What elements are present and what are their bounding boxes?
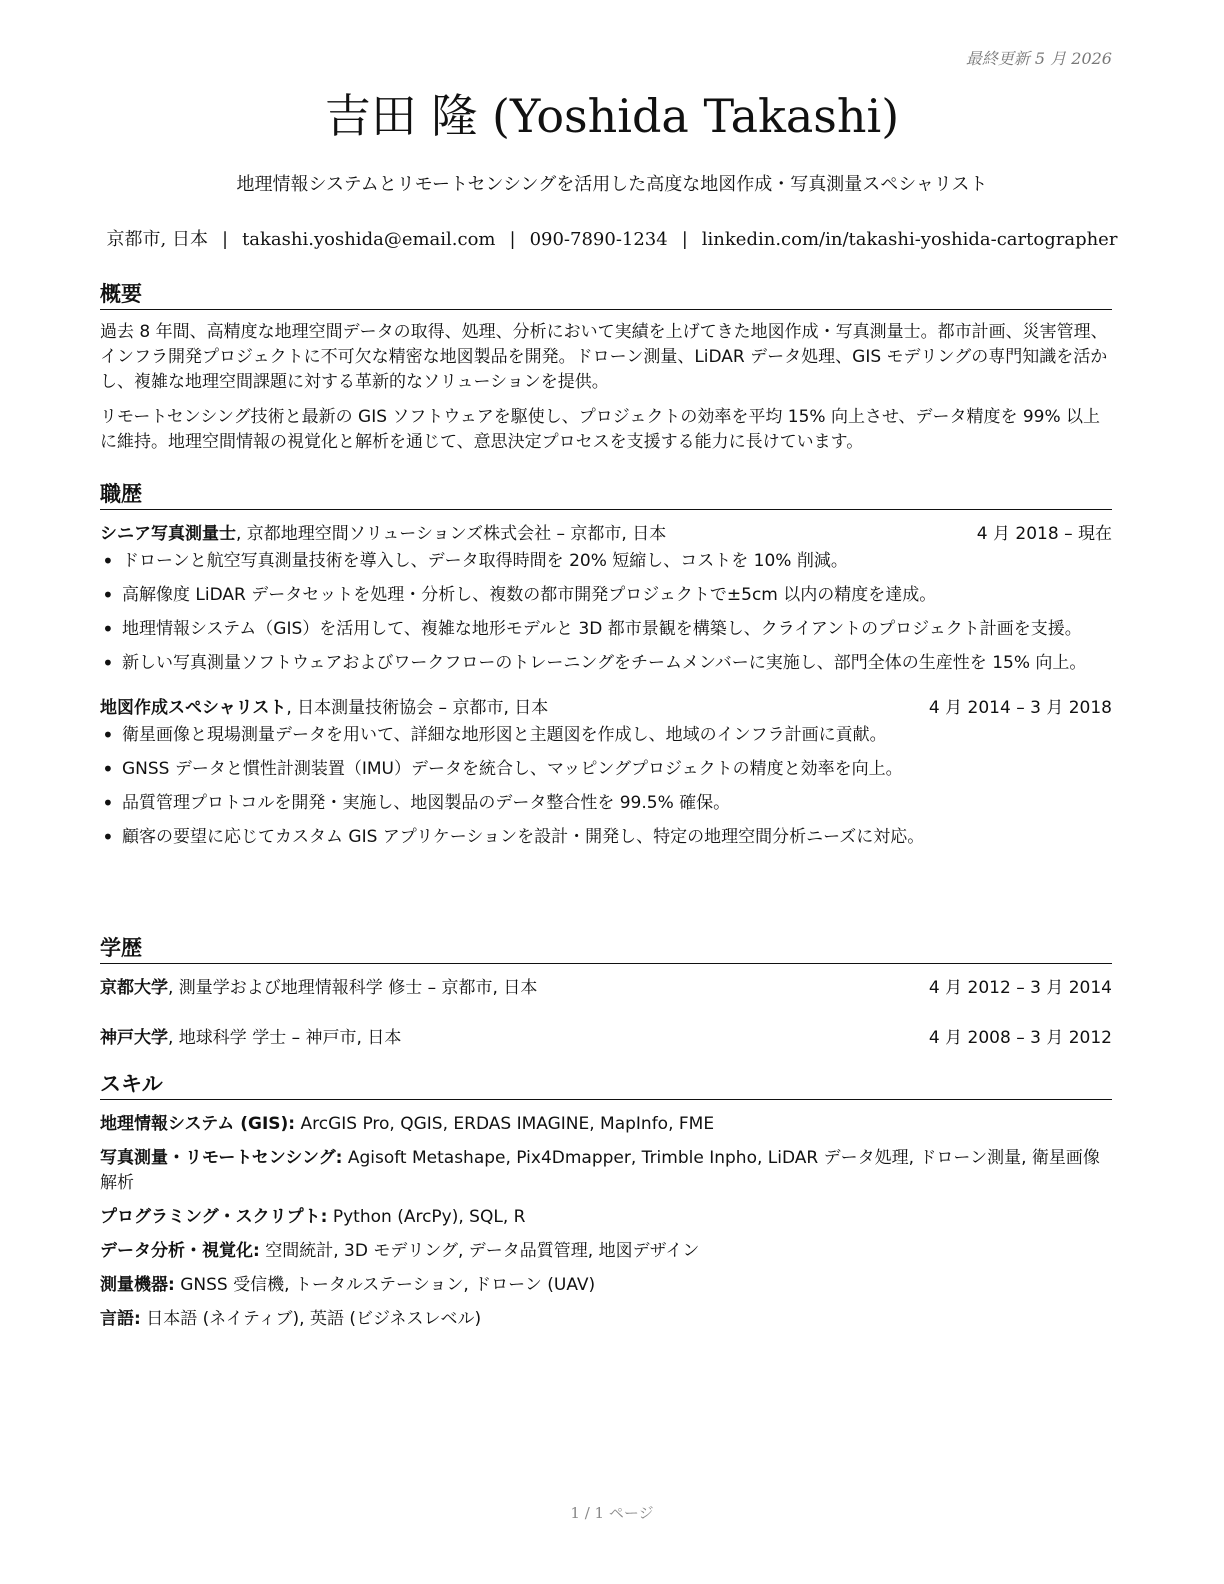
summary-paragraph: リモートセンシング技術と最新の GIS ソフトウェアを駆使し、プロジェクトの効率を平均 15% 向上させ、データ精度を 99% 以上に維持。地理空間情報の視覚化と解析を通じて、意思決定プロセスを支援する能力に長けています。 [100,407,1101,452]
skill-label: 言語: [100,1309,141,1329]
job-bullets [100,723,1112,850]
skill-row [100,1146,1112,1196]
job-bullets [100,549,1112,676]
skill-value: Python (ArcPy), SQL, R [327,1207,526,1227]
job-header [100,696,1112,721]
job-entry [100,696,1112,850]
job-org: , 京都地理空間ソリューションズ株式会社 – 京都市, 日本 [236,524,667,544]
contact-linkedin[interactable]: linkedin.com/in/takashi-yoshida-cartographer [701,229,1118,250]
section-title: 職歴 [100,478,1112,510]
skill-row [100,1239,1112,1264]
section-title: 学歴 [100,932,1112,964]
job-org: , 日本測量技術協会 – 京都市, 日本 [286,698,549,718]
degree-detail: , 測量学および地理情報科学 修士 – 京都市, 日本 [168,978,538,998]
education-entry [100,976,1112,1001]
skill-value: ArcGIS Pro, QGIS, ERDAS IMAGINE, MapInfo, FME [295,1114,715,1134]
skill-label: 写真測量・リモートセンシング: [100,1148,343,1168]
summary-paragraph: 過去 8 年間、高精度な地理空間データの取得、処理、分析において実績を上げてきた地図作成・写真測量士。都市計画、災害管理、インフラ開発プロジェクトに不可欠な精密な地図製品を開発。ドローン測量、LiDAR データ処理、GIS モデリングの専門知識を活かし、複雑な地理空間課題に対する革新的なソリューションを提供。 [100,322,1108,392]
summary-section [100,278,1112,455]
contact-location: 京都市, 日本 [106,229,208,250]
contact-separator: | [681,229,688,250]
job-dates: 4 月 2018 – 現在 [976,524,1112,544]
school-name: 京都大学 [100,978,168,998]
skills-section [100,1068,1112,1332]
skill-label: 測量機器: [100,1275,175,1295]
degree-detail: , 地球科学 学士 – 神戸市, 日本 [168,1028,402,1048]
skill-value: Agisoft Metashape, Pix4Dmapper, Trimble Inpho, LiDAR データ処理, ドローン測量, 衛星画像解析 [100,1148,1100,1193]
contact-separator: | [221,229,229,250]
skill-value: 日本語 (ネイティブ), 英語 (ビジネスレベル) [140,1309,482,1329]
bullet-item: • 地理情報システム（GIS）を活用して、複雑な地形モデルと 3D 都市景観を構築し、クライアントのプロジェクト計画を支援。 [100,617,1112,642]
skill-label: データ分析・視覚化: [100,1241,260,1261]
section-title: 概要 [100,278,1112,310]
bullet-item: • GNSS データと慣性計測装置（IMU）データを統合し、マッピングプロジェクトの精度と効率を向上。 [100,757,1112,782]
education-section [100,932,1112,1051]
contact-phone[interactable]: 090-7890-1234 [529,229,668,250]
education-dates: 4 月 2008 – 3 月 2012 [928,1028,1112,1048]
contact-line [0,225,1224,251]
bullet-item: • 新しい写真測量ソフトウェアおよびワークフローのトレーニングをチームメンバーに実施し、部門全体の生産性を 15% 向上。 [100,651,1112,676]
job-role: シニア写真測量士 [100,524,236,544]
page-number: 1 / 1 ページ [570,1504,654,1522]
job-entry [100,522,1112,676]
job-dates: 4 月 2014 – 3 月 2018 [928,698,1112,718]
skill-row [100,1273,1112,1298]
contact-separator: | [509,229,516,250]
bullet-item: • 衛星画像と現場測量データを用いて、詳細な地形図と主題図を作成し、地域のインフラ計画に貢献。 [100,723,1112,748]
job-header [100,522,1112,547]
job-role: 地図作成スペシャリスト [100,698,287,718]
section-title: スキル [100,1068,1112,1100]
skill-value: 空間統計, 3D モデリング, データ品質管理, 地図デザイン [259,1241,700,1261]
education-dates: 4 月 2012 – 3 月 2014 [928,978,1112,998]
headline: 地理情報システムとリモートセンシングを活用した高度な地図作成・写真測量スペシャリスト [236,174,988,195]
bullet-item: • 顧客の要望に応じてカスタム GIS アプリケーションを設計・開発し、特定の地理空間分析ニーズに対応。 [100,825,1112,850]
skill-row [100,1205,1112,1230]
skill-label: 地理情報システム (GIS): [100,1114,296,1134]
skill-row [100,1112,1112,1137]
experience-section [100,478,1112,850]
last-updated: 最終更新 5 月 2026 [965,49,1112,68]
person-name: 吉田 隆 (Yoshida Takashi) [324,89,900,143]
bullet-item: • ドローンと航空写真測量技術を導入し、データ取得時間を 20% 短縮し、コストを 10% 削減。 [100,549,1112,574]
education-entry [100,1026,1112,1051]
skill-value: GNSS 受信機, トータルステーション, ドローン (UAV) [174,1275,596,1295]
contact-email[interactable]: takashi.yoshida@email.com [242,229,496,250]
skill-label: プログラミング・スクリプト: [100,1207,328,1227]
skill-row [100,1307,1112,1332]
school-name: 神戸大学 [100,1028,168,1048]
bullet-item: • 高解像度 LiDAR データセットを処理・分析し、複数の都市開発プロジェクトで±5cm 以内の精度を達成。 [100,583,1112,608]
bullet-item: • 品質管理プロトコルを開発・実施し、地図製品のデータ整合性を 99.5% 確保。 [100,791,1112,816]
